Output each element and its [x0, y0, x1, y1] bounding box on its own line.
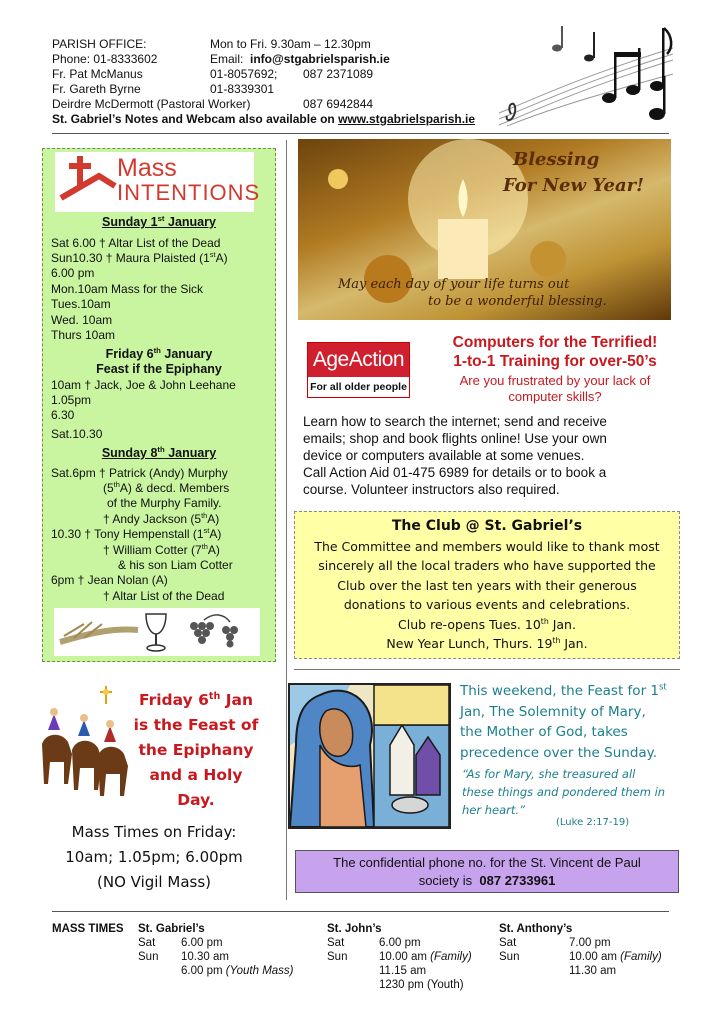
club-title: The Club @ St. Gabriel’s	[391, 518, 583, 534]
thurs-10am: Thurs 10am	[51, 328, 116, 342]
epiphany-line-5: Day.	[177, 791, 215, 809]
club-notice-box	[294, 511, 680, 659]
quote-line-3: her heart.”	[462, 803, 526, 817]
column-divider	[286, 140, 287, 900]
feast-of-epiphany-heading: Feast if the Epiphany	[96, 362, 222, 376]
course-line: Learn how to search the internet; send and receive	[303, 414, 607, 429]
wed-10am: Wed. 10am	[51, 313, 113, 327]
friday-mass-times	[34, 820, 274, 895]
pastoral-worker-phone: 087 6942844	[303, 97, 374, 111]
office-phone: Phone: 01-8333602	[52, 52, 158, 66]
club-line: Club over the last ten years with their generous	[337, 577, 637, 593]
logo-intentions-text: INTENTIONS	[117, 180, 261, 205]
priest-pat-mobile: 087 2371089	[303, 67, 374, 81]
mary-line-2: Jan, The Solemnity of Mary,	[460, 703, 646, 720]
mary-line-3: the Mother of God, takes	[460, 724, 628, 740]
murphy-family: of the Murphy Family.	[107, 496, 222, 510]
mary-line-1: This weekend, the Feast for 1st	[460, 681, 667, 699]
priest-pat-phone: 01-8057692;	[210, 67, 278, 81]
parish-office-header	[52, 37, 475, 127]
blessing-subtitle: For New Year!	[503, 175, 645, 196]
altar-list-dead: † Altar List of the Dead	[103, 589, 225, 603]
new-year-blessing-image	[298, 139, 671, 320]
epiphany-line-2: is the Feast of	[133, 716, 259, 734]
website-link[interactable]: www.stgabrielsparish.ie	[338, 112, 476, 126]
computers-heading: Computers for the Terrified!	[452, 334, 658, 351]
course-line: course. Volunteer instructors also required.	[303, 482, 560, 497]
gabriel-name: St. Gabriel’s	[138, 923, 205, 935]
office-hours: Mon to Fri. 9.30am – 12.30pm	[210, 37, 371, 51]
footer-st-gabriels: St. Gabriel’s Sat 6.00 pm Sun 10.30 am 6.00 pm (Youth Mass)	[138, 923, 294, 977]
club-reopen: Club re-opens Tues. 10th Jan.	[398, 616, 576, 632]
pastoral-worker-name: Deirdre McDermott (Pastoral Worker)	[52, 97, 251, 111]
fri-630: 6.30	[51, 408, 75, 422]
priest-gareth-phone: 01-8339301	[210, 82, 275, 96]
church-cross-icon	[59, 156, 117, 208]
svdp-notice-box	[295, 850, 679, 893]
club-lunch: New Year Lunch, Thurs. 19th Jan.	[386, 635, 588, 651]
footer-st-johns: St. John’s Sat 6.00 pm Sun 10.00 am (Family) 11.15 am 1230 pm (Youth)	[327, 923, 472, 991]
tues-10am: Tues.10am	[51, 297, 111, 311]
blessing-title: Blessing	[513, 149, 600, 170]
sat-altar-list: Sat 6.00 † Altar List of the Dead	[51, 236, 221, 250]
webcam-text: St. Gabriel’s Notes and Webcam also available on	[52, 112, 335, 126]
sun-6pm: 6.00 pm	[51, 266, 95, 280]
mary-stained-glass-image	[288, 683, 451, 829]
sun-maura-plaisted: Sun10.30 † Maura Plaisted (1stA)	[51, 250, 228, 265]
quote-reference: (Luke 2:17-19)	[556, 817, 630, 828]
club-line: The Committee and members would like to thank most	[314, 538, 660, 554]
svdp-line-2: society is 087 2733961	[418, 873, 556, 888]
logo-mass-text: Mass	[117, 154, 177, 182]
email-label: Email:	[210, 52, 244, 66]
course-line: Call Action Aid 01-475 6989 for details or to book a	[303, 465, 607, 480]
club-line: donations to various events and celebrations.	[343, 597, 631, 612]
tony-hempenstall: 10.30 † Tony Hempenstall (1stA)	[51, 526, 222, 541]
sat-patrick-murphy: Sat.6pm † Patrick (Andy) Murphy	[51, 466, 228, 480]
sunday-1st-heading: Sunday 1st January	[102, 213, 216, 229]
office-label: PARISH OFFICE:	[52, 37, 147, 51]
friday-6th-heading: Friday 6th January	[105, 345, 213, 361]
epiphany-line-4: and a Holy	[149, 766, 243, 784]
friday-mass-heading: Mass Times on Friday:	[71, 823, 237, 841]
william-cotter: † William Cotter (7thA)	[103, 542, 220, 557]
epiphany-notice	[126, 688, 266, 813]
blessing-caption-1: May each day of your life turns out	[338, 277, 570, 292]
header-rule	[52, 133, 669, 134]
course-line: device or computers available at some venues.	[303, 448, 585, 463]
mon-mass-for-sick: Mon.10am Mass for the Sick	[51, 282, 204, 296]
frustrated-line-2: computer skills?	[508, 389, 602, 404]
frustrated-line-1: Are you frustrated by your lack of	[459, 373, 651, 388]
quote-line-1: “As for Mary, she treasured all	[462, 767, 636, 781]
priest-gareth-name: Fr. Gareth Byrne	[52, 82, 141, 96]
priest-pat-name: Fr. Pat McManus	[52, 67, 143, 81]
sat-1030: Sat.10.30	[51, 427, 103, 441]
andy-jackson: † Andy Jackson (5thA)	[103, 511, 220, 526]
fri-105pm: 1.05pm	[51, 393, 92, 407]
chalice-grapes-icon	[54, 608, 260, 656]
no-vigil-note: (NO Vigil Mass)	[97, 873, 211, 891]
liam-cotter: & his son Liam Cotter	[118, 558, 233, 572]
svdp-phone[interactable]: 087 2733961	[479, 873, 556, 888]
anthony-name: St. Anthony’s	[499, 923, 573, 935]
music-notes-icon	[497, 18, 675, 130]
epiphany-line-1: Friday 6th Jan	[138, 690, 253, 709]
mary-feast-notice	[460, 681, 672, 763]
jean-nolan: 6pm † Jean Nolan (A)	[51, 573, 168, 587]
friday-mass-list: 10am; 1.05pm; 6.00pm	[65, 848, 243, 866]
quote-line-2: these things and pondered them in	[462, 785, 666, 799]
email-link[interactable]: info@stgabrielsparish.ie	[250, 52, 390, 66]
club-line: sincerely all the local traders who have supported the	[318, 558, 656, 573]
blessing-caption-2: to be a wonderful blessing.	[428, 294, 607, 309]
candle-ornaments-icon	[298, 139, 671, 320]
section-rule	[294, 669, 680, 670]
fri-10am-leehane: 10am † Jack, Joe & John Leehane	[51, 378, 236, 392]
sunday-8th-heading: Sunday 8th January	[101, 444, 217, 460]
svdp-line-1: The confidential phone no. for the St. Vincent de Paul	[333, 855, 641, 870]
john-name: St. John’s	[327, 923, 382, 935]
age-action-logo-text: AgeAction	[308, 343, 409, 377]
training-heading: 1-to-1 Training for over-50’s	[453, 353, 657, 370]
mary-quote	[462, 765, 676, 819]
mary-line-4: precedence over the Sunday.	[460, 744, 658, 761]
footer-rule	[52, 911, 669, 912]
course-line: emails; shop and book flights online! Use your own	[303, 431, 607, 446]
computer-course-body	[303, 413, 683, 498]
epiphany-line-3: the Epiphany	[138, 741, 254, 759]
age-action-logo-sub: For all older people	[310, 381, 407, 393]
mary-icon	[290, 685, 449, 827]
mass-intentions-logo	[55, 152, 261, 212]
footer-mass-times-label: MASS TIMES	[52, 923, 124, 935]
footer-st-anthonys: St. Anthony’s Sat 7.00 pm Sun 10.00 am (Family) 11.30 am	[499, 923, 662, 977]
age-action-logo	[307, 342, 410, 398]
patrick-murphy-members: (5thA) & decd. Members	[103, 480, 230, 495]
three-kings-camels-icon	[32, 684, 134, 800]
